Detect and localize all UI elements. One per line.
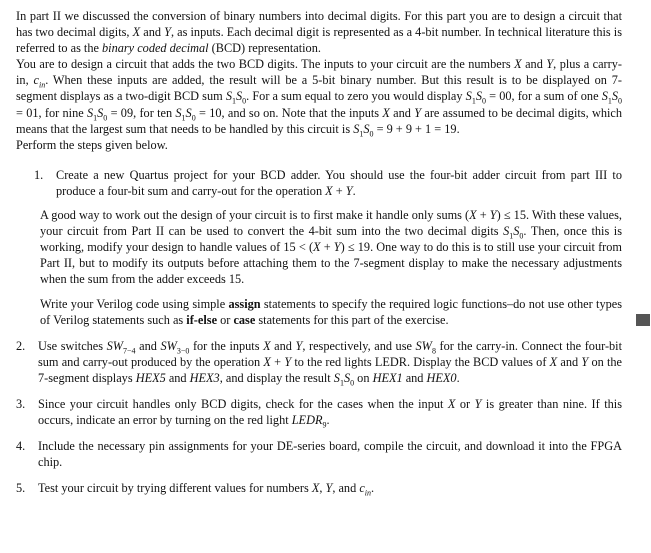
intro-paragraph-3: Perform the steps given below. [16,137,168,152]
step-1-text: Create a new Quartus project for your BCD adder. You should use the four-bit adder circuit from part III to produce a four-bit sum and carry-out for the operation X + Y. [56,167,622,198]
step-2-text: Use switches $SW_{7-4}$ and $SW_{3-0}$ for the inputs X and Y, respectively, and use $SW_8$ for the carry-in. Connect the four-bit sum and carry-out produced by the operation X + Y to the red lights LEDR. Display the BCD values of X and Y on the 7-segment displays HEX5 and HEX3, and display the result $S_1S_0$ on HEX1 and HEX0. [38,338,623,388]
step-number: 4. [16,439,26,454]
step-4-text: Include the necessary pin assignments for your DE-series board, compile the circuit, and download it into the FPGA chip. [38,439,622,470]
step-1 [34,167,622,199]
step-number: 5. [16,481,26,496]
step-2 [16,338,622,386]
step-number: 3. [16,396,26,411]
document-page [16,8,622,496]
step-3 [16,396,622,428]
step-5 [16,480,622,496]
step-number: 2. [16,338,26,353]
intro-paragraph-1: In part II we discussed the conversion of binary numbers into decimal digits. For this part you are to design a circuit that has two decimal digits, X and Y, as inputs. Each decimal digit is represented as a 4-bit number. In technical literature this is referred to as the binary coded decimal (BCD) representation. [16,9,622,56]
intro-section [16,8,622,153]
step-5-text: Test your circuit by trying different values for numbers X, Y, and $c_{in}$. [38,481,375,498]
step-1-notes [40,207,622,328]
step-3-text: Since your circuit handles only BCD digits, check for the cases when the input X or Y is greater than nine. If this occurs, indicate an error by turning on the red light $LEDR_9$. [38,396,622,430]
margin-marker [636,314,650,326]
step-1-note-2: Write your Verilog code using simple assign statements to specify the required logic functions–do not use other types of Verilog statements such as if-else or case statements for this part of the exercise. [40,296,622,327]
intro-paragraph-2: You are to design a circuit that adds the two BCD digits. The inputs to your circuit are the numbers X and Y, plus a carry-in, $c_{in}$. When these inputs are added, the result will be a 5-bit binary number. But this result is to be displayed on 7-segment displays as a two-digit BCD sum $S_1S_0$. For a sum equal to zero you would display $S_1S_0 = 00$, for a sum of one $S_1S_0 = 01$, for nine $S_1S_0 = 09$, for ten $S_1S_0 = 10$, and so on. Note that the inputs X and Y are assumed to be decimal digits, which means that the largest sum that needs to be handled by this circuit is $S_1S_0 = 9 + 9 + 1 = 19$. [16,57,622,139]
step-4 [16,438,622,470]
step-number: 1. [34,167,44,182]
step-1-note-1: A good way to work out the design of your circuit is to first make it handle only sums (X + Y) ≤ 15. With these values, your circuit from Part II can be used to convert the 4-bit sum into the two decimal digits $S_1S_0$. Then, once this is working, modify your design to handle values of 15 < (X + Y) ≤ 19. One way to do this is to still use your circuit from Part II, but to modify its outputs before attaching them to the 7-segment display to make the necessary adjustments when the sum from the adder exceeds 15. [40,208,623,287]
